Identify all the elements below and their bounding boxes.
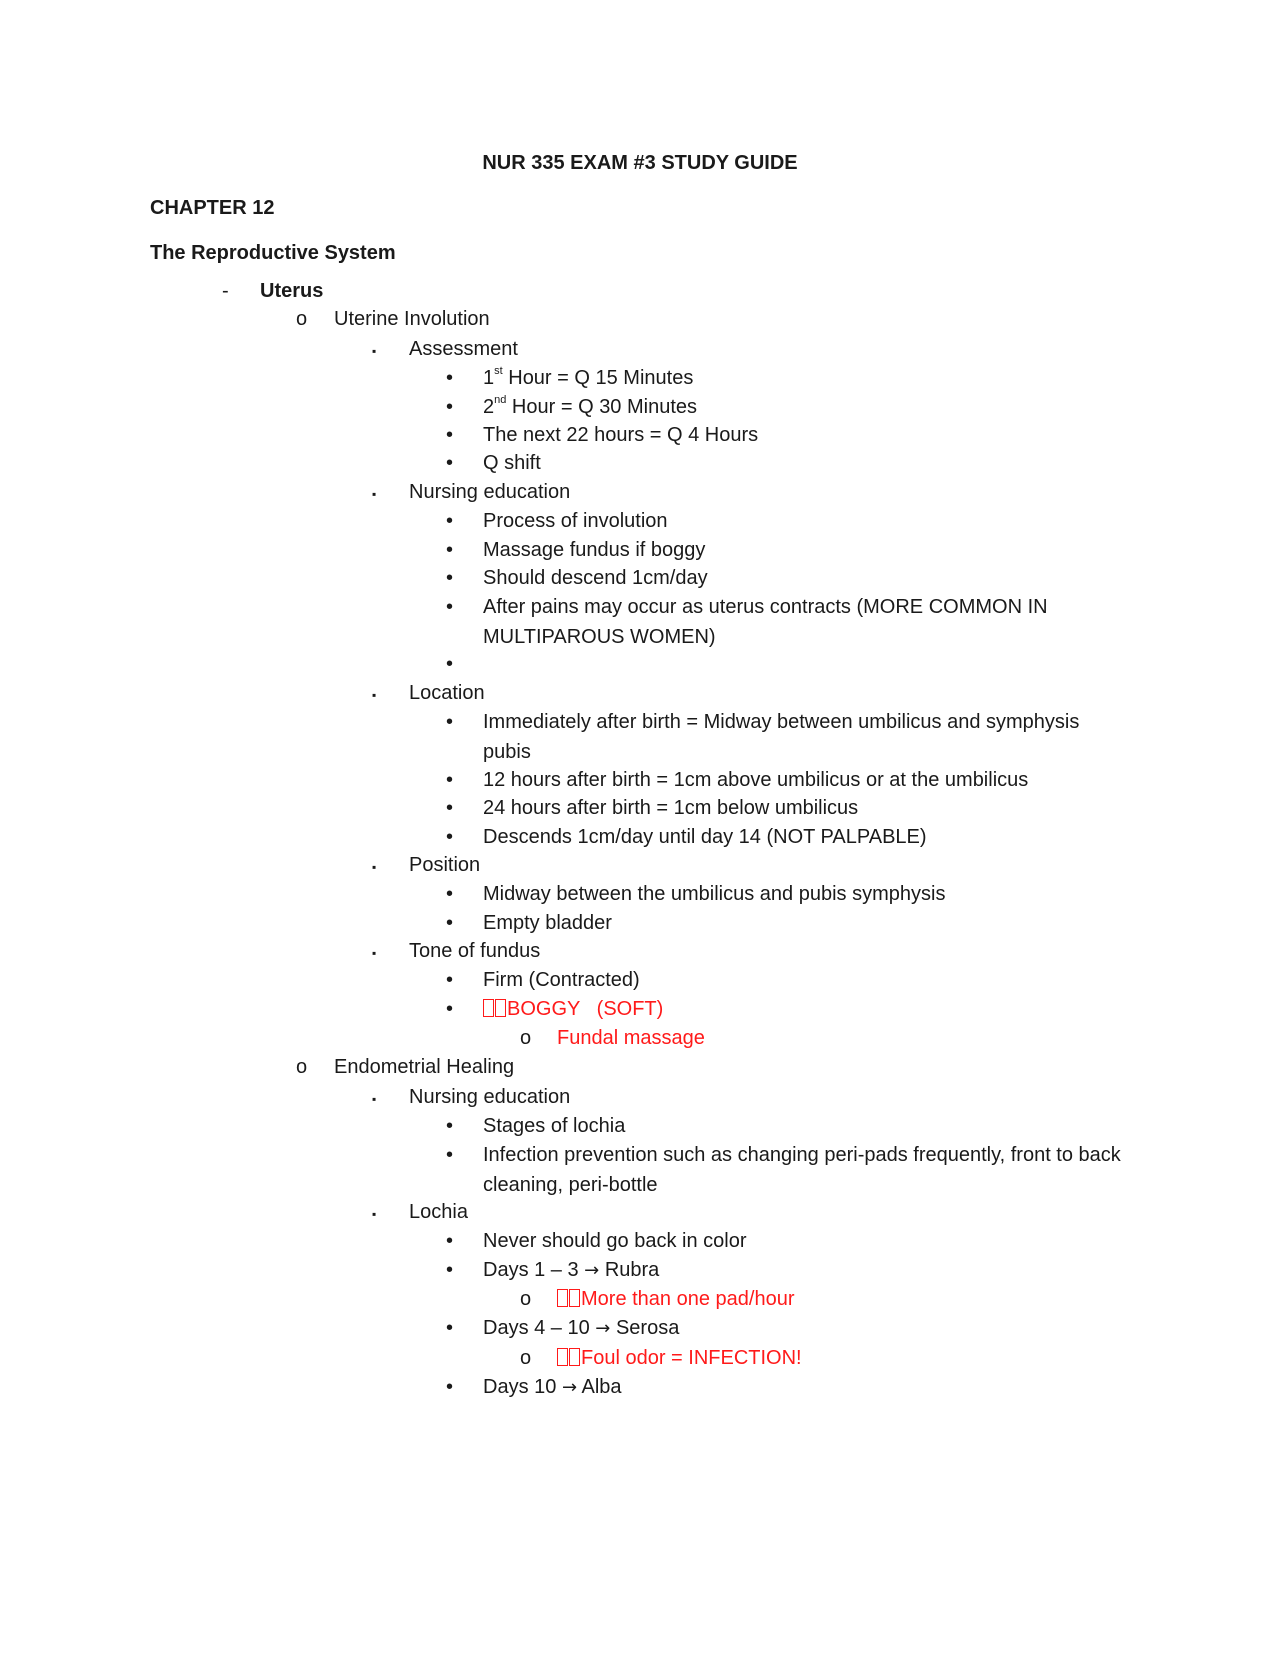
list-item-text: Empty bladder [483,912,612,934]
list-item [446,506,668,536]
outline-label: Nursing education [409,1086,571,1108]
list-item-stage: Rubra [599,1259,660,1281]
list-item-text: Descends 1cm/day until day 14 (NOT PALPABLE) [483,826,927,848]
bullet-marker: • [446,1144,454,1166]
list-item-text: Should descend 1cm/day [483,567,708,589]
list-item [446,879,945,909]
bullet-marker: • [446,883,454,905]
ordinal-number: 2 [483,396,495,418]
list-item [446,1372,622,1403]
outline-label: Assessment [409,338,518,360]
list-item-rest: Hour = Q 30 Minutes [506,396,698,418]
list-item-text [483,994,663,1024]
highlight-text: Fundal massage [557,1027,705,1049]
list-item [446,420,758,450]
square-marker: ▪ [372,946,377,960]
square-marker: ▪ [372,688,377,702]
circle-marker: o [520,1027,532,1049]
highlight-text: BOGGY (SOFT) [507,998,664,1020]
outline-item-nursing-education [372,477,570,509]
list-item-text: Q shift [483,452,541,474]
list-item-text: 24 hours after birth = 1cm below umbilicus [483,797,859,819]
list-item-text: Midway between the umbilicus and pubis symphysis [483,883,946,905]
sub-list-item [520,1284,795,1314]
arrow-right-icon: → [561,1377,578,1398]
outline-label: Lochia [409,1201,468,1223]
list-item-days: Days 4 – 10 [483,1317,596,1339]
page-title: NUR 335 EXAM #3 STUDY GUIDE [482,152,798,174]
list-item [446,908,612,938]
missing-glyph-icon [495,999,506,1017]
ordinal-suffix: nd [494,394,507,407]
square-marker: ▪ [372,1207,377,1221]
dash-marker: - [222,280,229,302]
outline-label: Tone of fundus [409,940,541,962]
list-item [446,707,1126,767]
bullet-marker: • [446,653,454,675]
bullet-marker: • [446,769,454,791]
list-item-text: Firm (Contracted) [483,969,640,991]
outline-item-uterus [222,276,323,306]
bullet-marker: • [446,1376,454,1398]
square-marker: ▪ [372,344,377,358]
list-item [446,448,541,478]
list-item [446,1313,679,1344]
outline-label: Nursing education [409,481,571,503]
outline-item-assessment [372,334,518,366]
sub-list-item [520,1023,705,1053]
bullet-marker: • [446,797,454,819]
list-item-text [483,1313,679,1344]
circle-marker: o [296,1056,308,1078]
bullet-marker: • [446,826,454,848]
chapter-heading: CHAPTER 12 [150,197,275,219]
circle-marker: o [296,308,308,330]
list-item [446,363,693,393]
circle-marker: o [520,1288,532,1310]
list-item-text [483,392,697,422]
list-item-text: 12 hours after birth = 1cm above umbilicus or at the umbilicus [483,769,1029,791]
missing-glyph-icon [557,1289,568,1307]
bullet-marker: • [446,1115,454,1137]
missing-glyph-icon [569,1348,580,1366]
outline-item-endometrial-healing [296,1052,514,1082]
bullet-marker: • [446,396,454,418]
list-item [446,563,708,593]
list-item [446,535,705,565]
list-item-text [483,1255,659,1286]
list-item-text: Infection prevention such as changing peri-pads frequently, front to back cleaning, peri-bottle [483,1144,1121,1196]
list-item-text: Massage fundus if boggy [483,539,706,561]
bullet-marker: • [446,1317,454,1339]
square-marker: ▪ [372,1092,377,1106]
list-item [446,965,640,995]
outline-item-position [372,850,480,882]
list-item [446,1111,625,1141]
list-item-text: Process of involution [483,510,668,532]
ordinal-suffix: st [494,365,503,378]
bullet-marker: • [446,969,454,991]
bullet-marker: • [446,567,454,589]
list-item-rest: Hour = Q 15 Minutes [502,367,694,389]
outline-label: Location [409,682,485,704]
missing-glyph-icon [557,1348,568,1366]
bullet-marker: • [446,998,454,1020]
list-item-text [483,363,693,393]
list-item-stage: Serosa [610,1317,680,1339]
list-item [446,1226,746,1256]
list-item [446,765,1028,795]
missing-glyph-icon [569,1289,580,1307]
list-item-text: Stages of lochia [483,1115,626,1137]
list-item-text [483,1372,622,1403]
list-item-text: Immediately after birth = Midway between umbilicus and symphysis pubis [483,711,1080,763]
list-item-text: The next 22 hours = Q 4 Hours [483,424,759,446]
list-item [446,1140,1126,1200]
bullet-marker: • [446,424,454,446]
outline-label: Endometrial Healing [334,1056,515,1078]
highlight-text [557,1284,795,1314]
arrow-right-icon: → [595,1318,611,1339]
outline-item-nursing-education [372,1082,570,1114]
list-item [446,392,697,422]
list-item-days: Days 10 [483,1376,562,1398]
outline-item-lochia [372,1197,468,1229]
bullet-marker: • [446,452,454,474]
list-item [446,793,858,823]
highlight-text [557,1343,802,1373]
bullet-marker: • [446,367,454,389]
sub-list-item [520,1343,802,1373]
list-item [446,994,663,1024]
outline-label: Position [409,854,481,876]
bullet-marker: • [446,1259,454,1281]
missing-glyph-icon [483,999,494,1017]
bullet-marker: • [446,1230,454,1252]
list-item [446,822,927,852]
arrow-right-icon: → [584,1260,600,1281]
outline-label: Uterine Involution [334,308,490,330]
bullet-marker: • [446,539,454,561]
highlight-label: Foul odor = INFECTION! [581,1347,802,1369]
list-item-text: Never should go back in color [483,1230,747,1252]
list-item [446,592,1086,652]
bullet-marker: • [446,711,454,733]
empty-list-item [446,649,483,679]
circle-marker: o [520,1347,532,1369]
outline-item-tone-of-fundus [372,936,540,968]
section-heading: The Reproductive System [150,242,396,264]
ordinal-number: 1 [483,367,495,389]
square-marker: ▪ [372,487,377,501]
list-item-stage: Alba [577,1376,622,1398]
square-marker: ▪ [372,860,377,874]
bullet-marker: • [446,596,454,618]
highlight-label: More than one pad/hour [581,1288,795,1310]
outline-item-location [372,678,485,710]
bullet-marker: • [446,510,454,532]
list-item-text: After pains may occur as uterus contracts (MORE COMMON IN MULTIPAROUS WOMEN) [483,596,1048,648]
list-item [446,1255,659,1286]
bullet-marker: • [446,912,454,934]
outline-label: Uterus [260,280,324,302]
outline-item-uterine-involution [296,304,490,334]
list-item-days: Days 1 – 3 [483,1259,585,1281]
